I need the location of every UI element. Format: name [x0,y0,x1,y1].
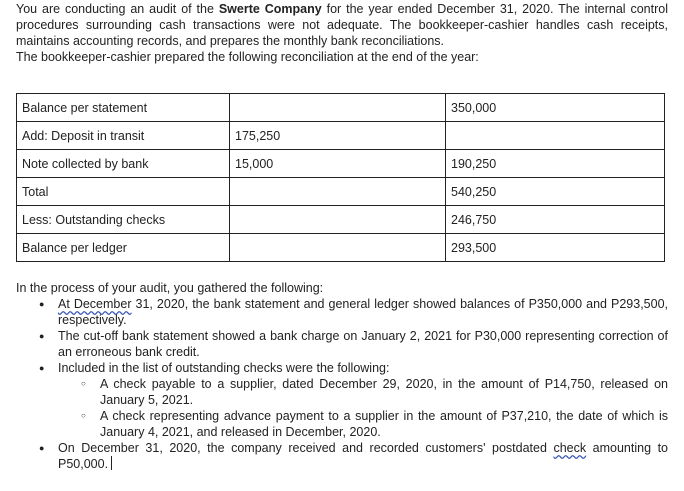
list-item [58,296,668,328]
row-detail [230,234,446,262]
finding-text: amounting to P50,000. [58,441,668,471]
finding-text: Included in the list of outstanding checks were the following: [58,361,390,375]
row-amount: 350,000 [446,94,665,122]
outstanding-checks-sublist [58,376,668,440]
table-row [17,178,665,206]
intro-text-start: You are conducting an audit of the [16,2,219,16]
table-row [17,122,665,150]
intro-paragraph [16,1,668,49]
row-amount: 293,500 [446,234,665,262]
row-label: Add: Deposit in transit [17,122,230,150]
row-label: Less: Outstanding checks [17,206,230,234]
row-amount: 540,250 [446,178,665,206]
list-item [58,440,668,472]
spellcheck-marked-word[interactable]: check [553,441,587,455]
row-amount [446,122,665,150]
intro-reconciliation-note: The bookkeeper-cashier prepared the following reconciliation at the end of the year: [16,50,479,64]
row-label: Balance per statement [17,94,230,122]
findings-list [16,296,668,472]
findings-lead: In the process of your audit, you gathered the following: [16,281,324,295]
table-row [17,206,665,234]
finding-text: On December 31, 2020, the company received and recorded customers' postdated [58,441,554,455]
list-item: ○ A check representing advance payment to a supplier in the amount of P37,210, the date of which is January 4, 2021, and released in December, 2020. [100,408,668,440]
row-detail: 175,250 [230,122,446,150]
row-label: Balance per ledger [17,234,230,262]
list-item [58,360,668,440]
list-item: ○ A check payable to a supplier, dated December 29, 2020, in the amount of P14,750, released on January 5, 2021. [100,376,668,408]
row-detail: 15,000 [230,150,446,178]
table-row [17,150,665,178]
row-label: Total [17,178,230,206]
company-name: Swerte Company [218,2,322,16]
list-item: ● The cut-off bank statement showed a bank charge on January 2, 2021 for P30,000 representing correction of an erroneous bank credit. [58,328,668,360]
finding-text: 31, 2020, the bank statement and general ledger showed balances of P350,000 and P293,500, respectively. [58,297,668,327]
row-detail [230,94,446,122]
row-detail [230,206,446,234]
audit-findings [16,280,668,472]
row-amount: 246,750 [446,206,665,234]
text-cursor[interactable] [111,456,112,470]
problem-intro [16,1,668,65]
row-label: Note collected by bank [17,150,230,178]
intro-text-end: for the year ended December 31, 2020. The internal control procedures surrounding cash transactions were not adequate. The bookkeeper-cashier handles cash receipts, maintains accounting records, and prepares the monthly bank reconciliations. [16,2,668,48]
table-row [17,94,665,122]
bank-reconciliation-table [16,93,665,262]
table-row [17,234,665,262]
row-detail [230,178,446,206]
row-amount: 190,250 [446,150,665,178]
spellcheck-marked-text[interactable]: At December [58,297,132,311]
